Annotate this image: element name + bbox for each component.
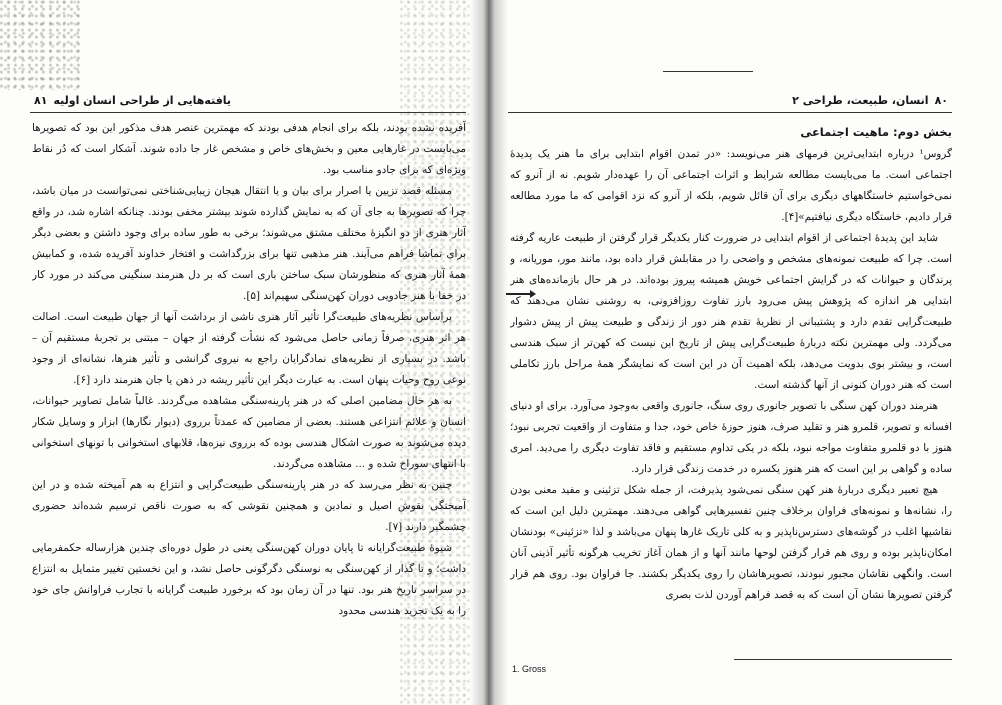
running-head-title: یافته‌هایی از طراحی انسان اولیه [53, 93, 232, 107]
paragraph: آفریده نشده بودند، بلکه برای انجام هدفی بودند که مهمترین عنصر هدف مذکور این بود که تصویرها می‌بایست در غارهایی معین و بخش‌های خاص و مشخص غار جا داده شوند. آشکار است که دُر نقاط ویژه‌ای که برای جادو مناسب بود. [32, 122, 466, 176]
paragraph: به هر حال مضامین اصلی که در هنر پارینه‌سنگی مشاهده می‌گردند. غالباً شامل تصاویر حیوانات، انسان و علائم انتزاعی هستند. بعضی از مضامین که عمدتاً برروی (دیوار نگارها) ابزار و وسایل شکار دیده می‌شوند به صورت اشکال هندسی بوده که برروی نیزه‌ها، قلابهای استخوانی با تونهای استخوانی با انتهای سوراخ شده و ... مشاهده می‌گردند. [32, 395, 466, 470]
page-number: ۸۰ [934, 93, 948, 107]
paragraph: شاید این پدیدهٔ اجتماعی از اقوام ابتدایی در ضرورت کنار یکدیگر قرار گرفتن از طبیعت عاریه گرفته است. چرا که طبیعت نمونه‌های مشخص و واضحی را در مقابلش قرار داده بود، مانند مور، موریانه، و پرندگان و حیوانات که در گرایش اجتماعی خویش همیشه پیروز بوده‌اند. در هر حال بازمانده‌های هنر ابتدایی هر اندازه که پژوهش پیش می‌رود بارز تفاوت روزافزونی، به روشنی نشان می‌دهند که طبیعت‌گرایی تقدم دارد و پشتیبانی از نظریهٔ تقدم هنر دور از زندگی و طبیعت پیش از پیش دشوار می‌گردد. ولی مهمترین نکته دربارهٔ طبیعت‌گرایی پیش از تاریخ این نیست که کهن‌تر از سبک هندسی است، و بیشتر بوی بدویت می‌دهد، بلکه اهمیت آن در این است که نمایشگر همهٔ مراحل بارز تکاملی است که هنر دوران کنونی از آنها گذشته است. [510, 232, 952, 391]
section-title: بخش دوم: ماهیت اجتماعی [800, 125, 952, 139]
paragraph: شیوهٔ طبیعت‌گرایانه تا پایان دوران کهن‌سنگی یعنی در طول دوره‌ای چندین هزارساله حکمفرمایی داشت؛ و تا گذار از کهن‌سنگی به نوسنگی دگرگونی حاصل نشد، و این نخستین تغییر متمایل به انتزاع در سراسر تاریخ هنر بود. تنها در آن زمان بود که برخورد طبیعت گرایانه با تجارب فراوانش جای خود را به یک تجرید هندسی محدود [32, 542, 466, 617]
top-rule [663, 71, 753, 72]
right-body-text [510, 122, 952, 654]
running-head-right [508, 90, 948, 110]
paragraph: چنین به نظر می‌رسد که در هنر پارینه‌سنگی طبیعت‌گرایی و انتزاع به هم آمیخته شده و در این آمیختگی نقوش اصیل و نمادین و همچنین نقوشی که به صورت ناقص ترسیم شده‌اند حضوری چشمگیر دارند [۷]. [32, 479, 466, 533]
left-page [0, 0, 488, 705]
header-rule [30, 112, 466, 113]
right-page [488, 0, 1002, 705]
running-head-left [34, 90, 464, 110]
paragraph: گروس¹ درباره ابتدایی‌ترین فرمهای هنر می‌نویسد: «در تمدن اقوام ابتدایی برای ما هنر یک پدیدهٔ اجتماعی است. ما می‌بایست مطالعه شرایط و اثرات اجتماعی آن را عهده‌دار شویم. نه از آنرو که نمی‌خواستیم خاستگاههای دیگری برای آن قائل شویم، بلکه از آنرو که نزد اقوامی که ما مورد مطالعه قرار دادیم، خاستگاه دیگری نیافتیم»[۴]. [510, 148, 952, 223]
header-rule [508, 112, 952, 113]
running-head-title: انسان، طبیعت، طراحی ۲ [792, 93, 929, 107]
margin-arrow-icon [506, 293, 532, 295]
footnote-rule [734, 659, 952, 660]
page-number: ۸۱ [34, 93, 48, 107]
scan-noise [0, 0, 80, 90]
paragraph: هیچ تعبیر دیگری دربارهٔ هنر کهن سنگی نمی‌شود پذیرفت، از جمله شکل تزئینی و مفید معنی بودن را، نشانه‌ها و نمونه‌های فراوان برخلاف چنین تفسیرهایی گواهی می‌دهند. مهمترین دلیل این است که نقاشیها اغلب در گوشه‌های دسترس‌ناپذیر و به کلی تاریک غارها پنهان می‌باشد و لذا «تزئینی» بودنشان امکان‌ناپذیر بوده و روی هم قرار گرفتن لوحها مانند آنها و از همان آغاز تخریب هرگونه تأثیر آذینی آنان است. وانگهی نقاشان مجبور نبودند، تصویرهاشان را روی یکدیگر بکشند. جا فراوان بود. روی هم قرار گرفتن تصویرها نشان آن است که به قصد فراهم آوردن لذت بصری [510, 484, 952, 601]
footnote: 1. Gross [512, 664, 547, 674]
left-body-text [32, 118, 466, 678]
paragraph: براساس نظریه‌های طبیعت‌گرا تأثیر آثار هنری ناشی از برداشت آنها از جهان طبیعت است. اصالت هر اثر هنری، صرفاً زمانی حاصل می‌شود که نشأت گرفته از جهان – مبتنی بر تجربهٔ مستقیم آن – باشد. در بسیاری از نظریه‌های نمادگرایان راجع به نیروی گرانشی و تأثیر هنرها، نشانه‌ای از وجود نوعی روح وحیات پنهان است. به عبارت دیگر این تأثیر ریشه در ذهن یا جان هنرمند دارد [۶]. [32, 311, 466, 386]
book-gutter-shadow [470, 0, 508, 705]
paragraph: هنرمند دوران کهن سنگی با تصویر جانوری روی سنگ، جانوری واقعی به‌وجود می‌آورد. برای او دنیای افسانه و تصویر، قلمرو هنر و تقلید صرف، هنوز حوزهٔ خاص خود، جدا و متفاوت از واقعیت تجربی نبود؛ هنوز با دو قلمرو متفاوت مواجه نبود، بلکه در یکی تداوم مستقیم و فاقد تفاوت دیگری را می‌دید. امری ساده و گواهی بر این است که هنر هنوز یکسره در خدمت زندگی قرار دارد. [510, 400, 952, 475]
paragraph: مسئله قصد تزیین یا اصرار برای بیان و یا انتقال هیجان زیبایی‌شناختی نمی‌توانست در میان باشد، چرا که تصویرها به جای آن که به نمایش گذارده شوند بیشتر مخفی بودند. چنانکه اشاره شد، در واقع آثار هنری از دو انگیزهٔ مختلف مشتق می‌شوند؛ برخی به طور ساده برای وجود داشتن و بعضی دیگر برای تماشا فراهم می‌آیند. هنر مذهبی تنها برای بزرگداشت و افتخار خداوند آفریده شده، و کمابیش همهٔ آثار هنری که منظورشان سبک ساختن باری است که بر دل هنرمند سنگینی می‌کند در مورد کار در خفا با هنر جادویی دوران کهن‌سنگی سهیم‌اند [۵]. [32, 185, 466, 302]
